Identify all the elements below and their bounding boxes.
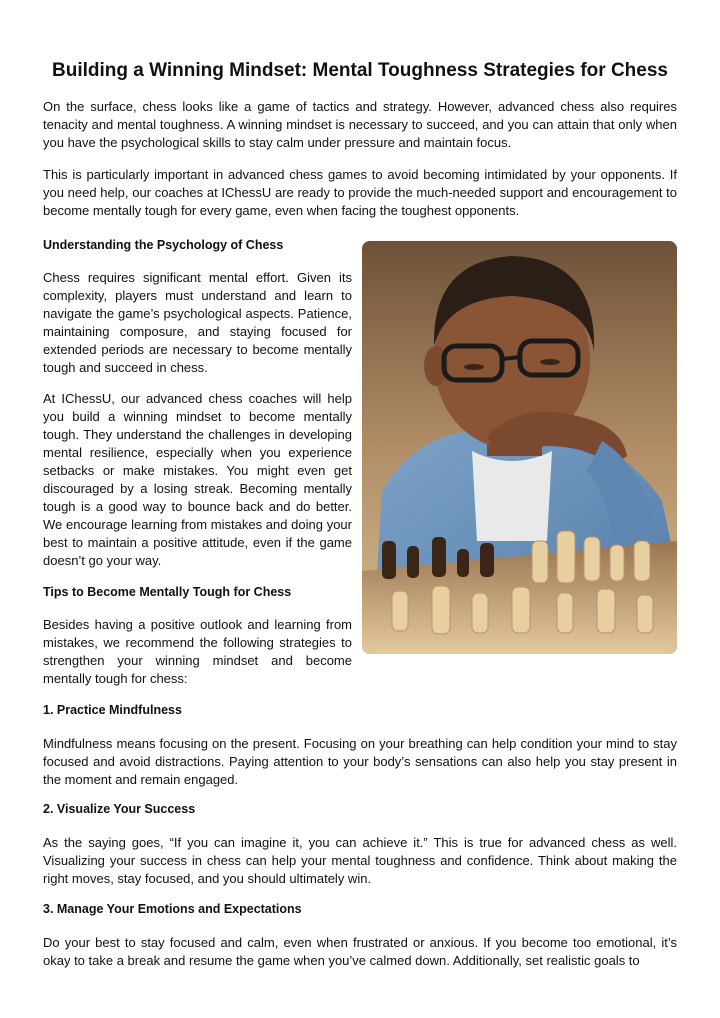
tip-heading-visualize: 2. Visualize Your Success [43,802,196,816]
boy-playing-chess-photo [362,241,677,654]
tip-text-visualize: As the saying goes, “If you can imagine it, you can achieve it.” This is true for advanced chess as well. Visualizing your success in chess can help your mental toughness and confidence. Think about making the right moves, stay focused, and you should ultimately win. [43,835,677,886]
page-title: Building a Winning Mindset: Mental Toughness Strategies for Chess [52,60,668,81]
tip-text-mindfulness: Mindfulness means focusing on the present. Focusing on your breathing can help condition your mind to stay focused and avoid distractions. Paying attention to your body’s sensations can also help you stay present in the moment and remain engaged. [43,736,677,787]
tip-heading-mindfulness: 1. Practice Mindfulness [43,703,182,717]
tips-intro-paragraph: Besides having a positive outlook and learning from mistakes, we recommend the following strategies to strengthen your winning mindset and become mentally tough for chess: [43,617,352,686]
psychology-paragraph-1: Chess requires significant mental effort. Given its complexity, players must understand and learn to navigate the game’s psychological aspects. Patience, maintaining composure, and staying focused for extended periods are necessary to become mentally tough and succeed in chess. [43,270,352,375]
psychology-paragraph-2: At IChessU, our advanced chess coaches will help you build a winning mindset to become mentally tough. They understand the challenges in developing mental resilience, especially when you experience setbacks or make mistakes. You might even get discouraged by a losing streak. Becoming mentally tough is a good way to bounce back and do better. We encourage learning from mistakes and doing your best to maintain a positive attitude, even if the game doesn’t go your way. [43,391,352,568]
section-heading-psychology: Understanding the Psychology of Chess [43,238,284,252]
intro-paragraph-2: This is particularly important in advanced chess games to avoid becoming intimidated by your opponents. If you need help, our coaches at IChessU are ready to provide the much-needed support and encouragement to become mentally tough for every game, even when facing the toughest opponents. [43,167,677,218]
tip-text-emotions: Do your best to stay focused and calm, even when frustrated or anxious. If you become too emotional, it’s okay to take a break and resume the game when you’ve calmed down. Additionally, set realistic goals to [43,935,677,968]
section-heading-tips: Tips to Become Mentally Tough for Chess [43,585,292,599]
intro-paragraph-1: On the surface, chess looks like a game of tactics and strategy. However, advanced chess also requires tenacity and mental toughness. A winning mindset is necessary to succeed, and you can attain that only when you have the psychological skills to stay calm under pressure and maintain focus. [43,99,677,150]
tip-heading-emotions: 3. Manage Your Emotions and Expectations [43,902,302,916]
